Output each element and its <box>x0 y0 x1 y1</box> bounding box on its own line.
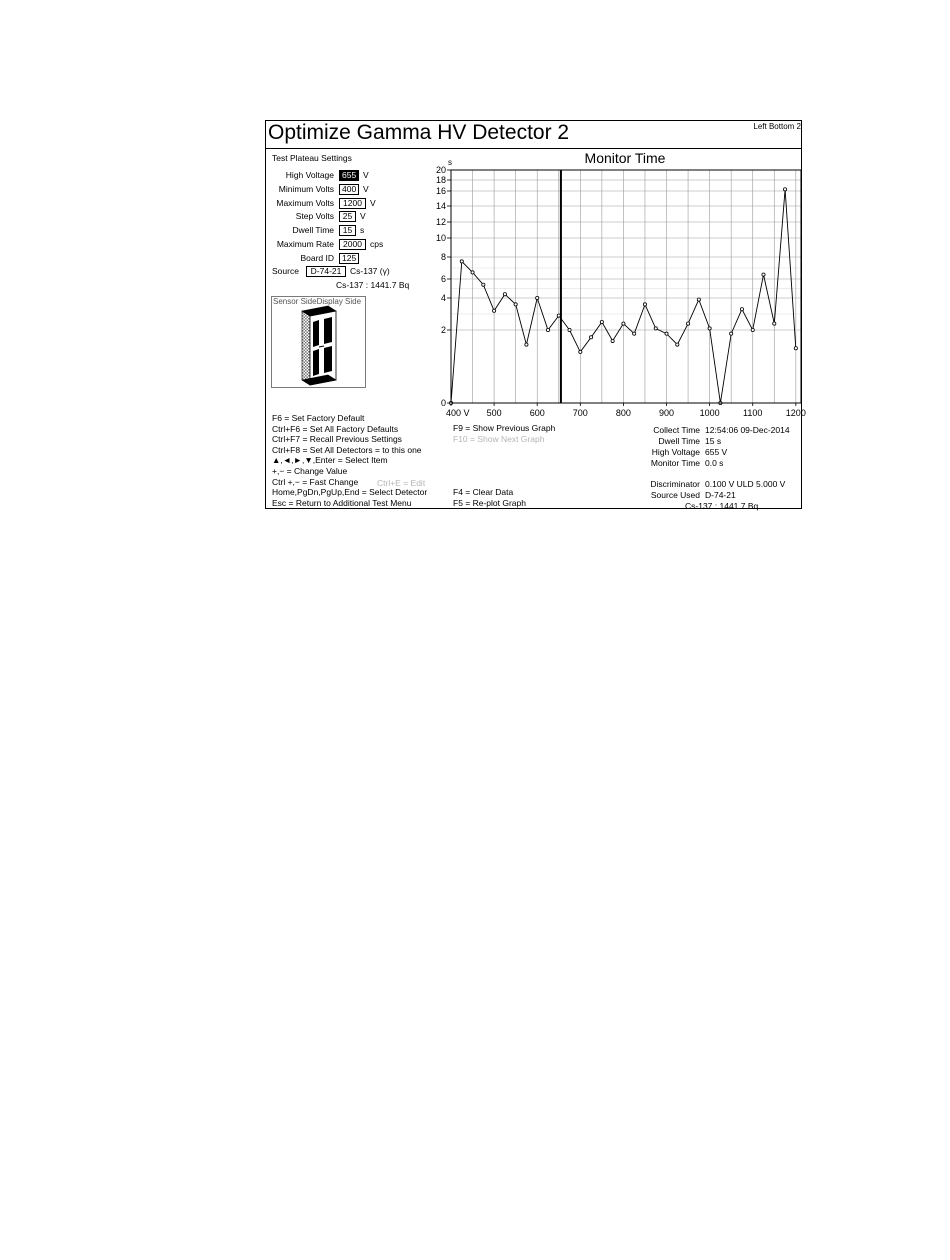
data-point <box>579 350 582 353</box>
setting-label: Minimum Volts <box>278 184 334 194</box>
data-point <box>622 322 625 325</box>
setting-field[interactable]: 400 <box>339 184 359 195</box>
data-point <box>600 320 603 323</box>
setting-unit: V <box>363 170 369 180</box>
dwell-time-value: 15 s <box>705 436 722 446</box>
setting-unit: s <box>360 225 365 235</box>
data-point <box>482 283 485 286</box>
shortcut-item[interactable]: Ctrl +,− = Fast Change <box>272 476 359 487</box>
source-activity-info: Cs-137 : 1441.7 Bq <box>685 501 759 511</box>
data-point <box>654 327 657 330</box>
setting-field[interactable]: 655 <box>339 170 359 181</box>
shortcut-item[interactable]: Ctrl+F7 = Recall Previous Settings <box>272 434 402 445</box>
data-point <box>536 296 539 299</box>
y-tick-label: 14 <box>435 201 446 211</box>
source-used-label: Source Used <box>650 490 700 500</box>
setting-label: Dwell Time <box>292 225 334 235</box>
y-tick-label: 12 <box>435 217 446 227</box>
setting-label: Maximum Rate <box>276 239 334 249</box>
y-tick-label: 2 <box>440 325 446 335</box>
data-point <box>611 339 614 342</box>
data-point <box>762 273 765 276</box>
data-point <box>557 314 560 317</box>
y-tick-label: 4 <box>440 293 446 303</box>
data-point <box>686 322 689 325</box>
data-point <box>493 309 496 312</box>
source-used-value: D-74-21 <box>705 490 736 500</box>
x-tick-label: 400 V <box>446 408 470 418</box>
high-voltage-value: 655 V <box>705 447 728 457</box>
data-point <box>708 327 711 330</box>
y-tick-label: 16 <box>435 186 446 196</box>
shortcut-edit-disabled: Ctrl+E = Edit <box>377 478 426 488</box>
x-tick-label: 1000 <box>699 408 720 418</box>
data-point <box>783 188 786 191</box>
y-tick-label: 10 <box>435 233 446 243</box>
y-tick-label: 8 <box>440 252 446 262</box>
setting-label: Step Volts <box>295 211 334 221</box>
shortcut-f9[interactable]: F9 = Show Previous Graph <box>453 423 556 433</box>
plot-area <box>451 170 801 403</box>
app-window <box>265 120 806 511</box>
x-tick-label: 600 <box>529 408 545 418</box>
x-tick-label: 800 <box>615 408 631 418</box>
shortcut-item[interactable]: Esc = Return to Additional Test Menu <box>272 497 412 508</box>
settings-heading: Test Plateau Settings <box>272 153 352 163</box>
y-axis-unit: s <box>448 158 452 167</box>
collect-time-value: 12:54:06 09-Dec-2014 <box>705 425 790 435</box>
shortcut-item[interactable]: +,− = Change Value <box>272 466 348 476</box>
window-title: Optimize Gamma HV Detector 2 <box>268 121 570 144</box>
x-tick-label: 700 <box>572 408 588 418</box>
data-point <box>697 298 700 301</box>
setting-field[interactable]: 1200 <box>339 198 366 209</box>
shortcut-item[interactable]: Home,PgDn,PgUp,End = Select Detector <box>272 487 428 498</box>
position-indicator: Left Bottom 2 <box>753 122 801 131</box>
x-tick-label: 900 <box>659 408 675 418</box>
data-point <box>773 322 776 325</box>
x-tick-label: 500 <box>486 408 502 418</box>
data-point <box>633 332 636 335</box>
source-activity: Cs-137 : 1441.7 Bq <box>336 280 410 290</box>
shortcut-f4[interactable]: F4 = Clear Data <box>453 487 514 497</box>
setting-field[interactable]: 125 <box>339 253 359 264</box>
monitor-time-chart <box>266 121 806 421</box>
dwell-time-label: Dwell Time <box>658 436 700 446</box>
data-point <box>794 347 797 350</box>
setting-unit: V <box>360 211 366 221</box>
setting-unit: cps <box>370 239 384 249</box>
high-voltage-label: High Voltage <box>651 447 700 457</box>
discriminator-label: Discriminator <box>650 479 700 489</box>
sensor-panel-title: Sensor SideDisplay Side <box>273 297 362 306</box>
y-tick-label: 0 <box>440 398 446 408</box>
data-point <box>643 303 646 306</box>
y-tick-label: 6 <box>440 274 446 284</box>
data-point <box>471 271 474 274</box>
setting-field[interactable]: 2000 <box>339 239 366 250</box>
collect-time-label: Collect Time <box>653 425 700 435</box>
monitor-time-label: Monitor Time <box>650 458 700 468</box>
data-point <box>546 328 549 331</box>
y-tick-label: 20 <box>435 165 446 175</box>
setting-field[interactable]: 25 <box>339 211 356 222</box>
setting-unit: V <box>370 198 376 208</box>
x-tick-label: 1100 <box>743 408 763 418</box>
data-point <box>525 343 528 346</box>
shortcut-item[interactable]: Ctrl+F6 = Set All Factory Defaults <box>272 423 399 434</box>
data-point <box>589 336 592 339</box>
y-tick-label: 18 <box>435 175 446 185</box>
shortcut-item[interactable]: Ctrl+F8 = Set All Detectors = to this one <box>272 444 422 455</box>
x-tick-label: 1200 <box>785 408 806 418</box>
data-point <box>568 328 571 331</box>
chart-title: Monitor Time <box>584 150 666 166</box>
setting-field[interactable]: 15 <box>339 225 356 236</box>
setting-label: Maximum Volts <box>276 198 334 208</box>
source-field[interactable]: D-74-21 <box>306 266 346 277</box>
source-isotope: Cs-137 (γ) <box>350 266 390 276</box>
data-point <box>503 293 506 296</box>
discriminator-value: 0.100 V ULD 5.000 V <box>705 479 786 489</box>
data-point <box>460 260 463 263</box>
shortcut-f5[interactable]: F5 = Re-plot Graph <box>453 498 526 508</box>
data-point <box>751 328 754 331</box>
setting-label: Board ID <box>300 253 334 263</box>
shortcut-item[interactable]: ▲,◄,►,▼,Enter = Select Item <box>272 455 388 466</box>
data-point <box>514 303 517 306</box>
data-point <box>665 332 668 335</box>
setting-unit: V <box>363 184 369 194</box>
monitor-time-value: 0.0 s <box>705 458 724 468</box>
data-point <box>676 343 679 346</box>
data-point <box>730 332 733 335</box>
shortcut-f10: F10 = Show Next Graph <box>453 434 545 444</box>
shortcut-item[interactable]: F6 = Set Factory Default <box>272 413 365 423</box>
data-point <box>740 308 743 311</box>
setting-label: High Voltage <box>285 170 334 180</box>
source-label: Source <box>272 266 299 276</box>
